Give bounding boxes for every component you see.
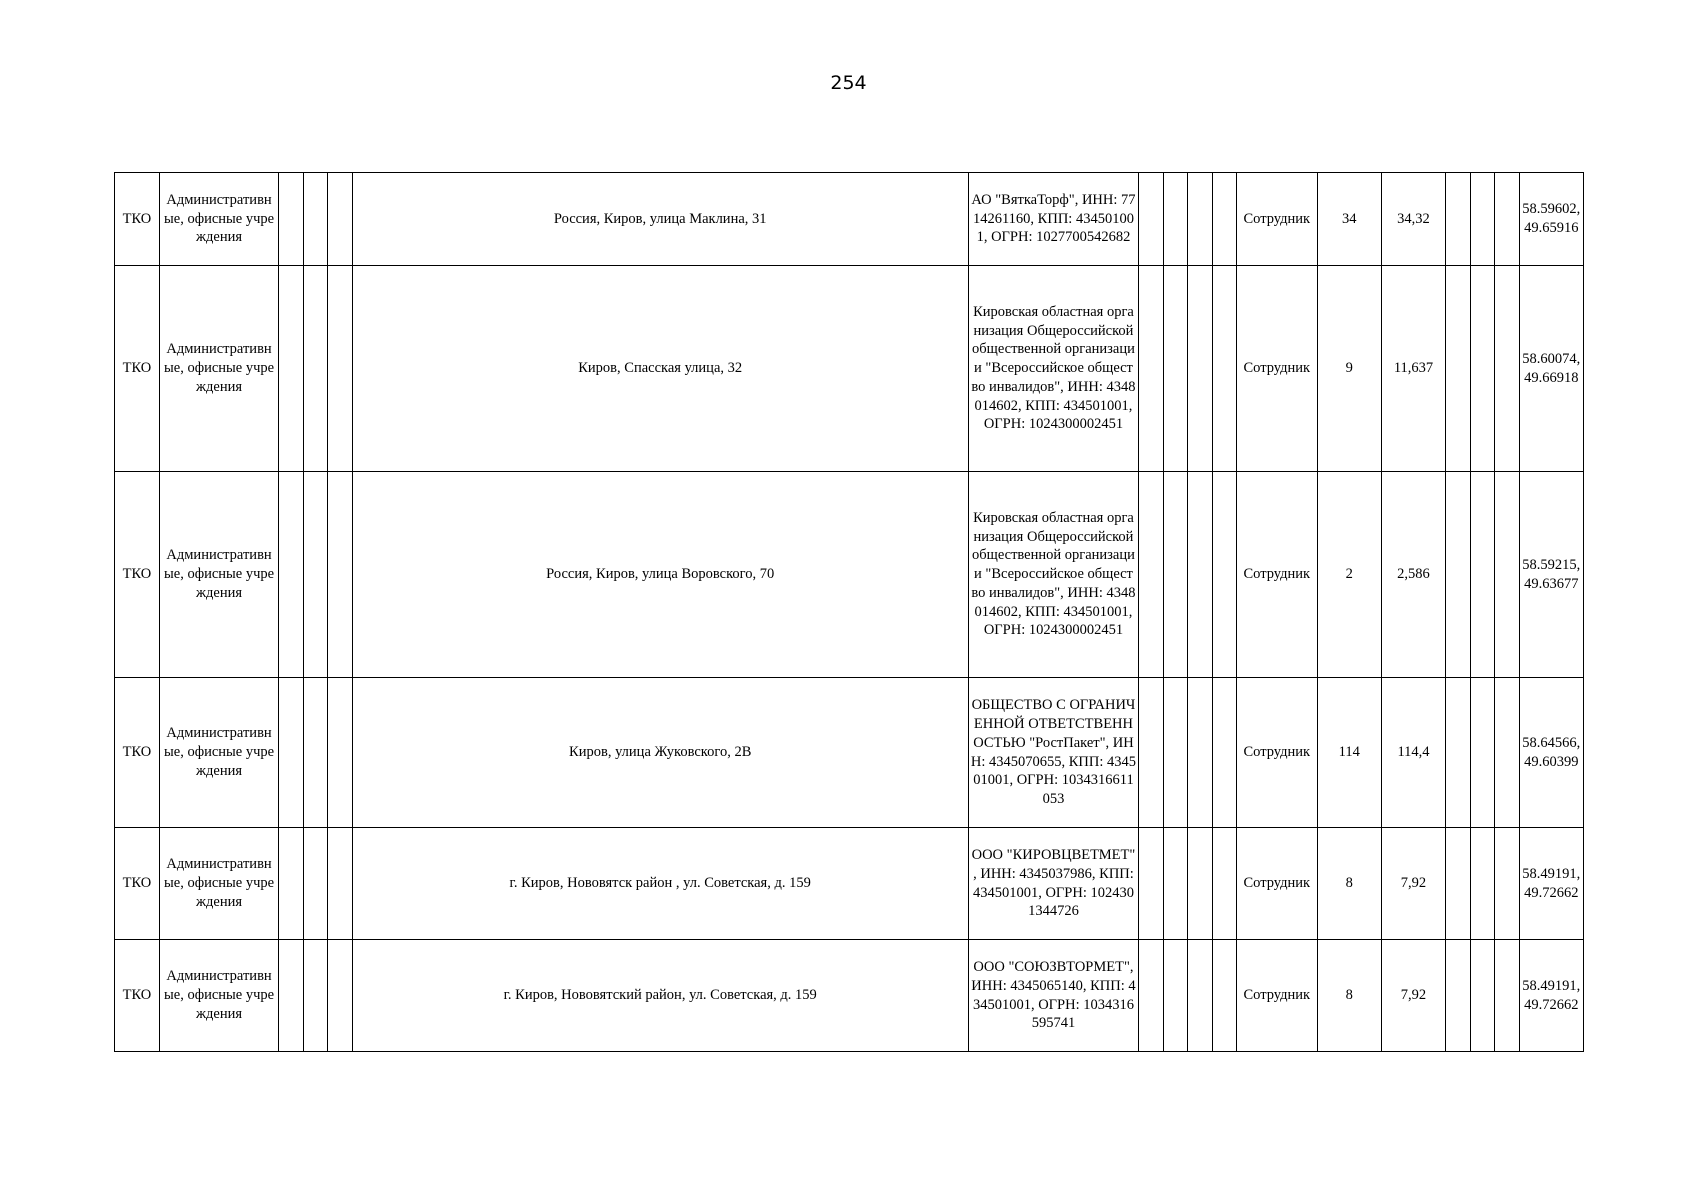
empty-cell bbox=[303, 678, 327, 828]
waste-type-cell: ТКО bbox=[115, 472, 160, 678]
empty-cell bbox=[1188, 266, 1212, 472]
empty-cell bbox=[1495, 678, 1519, 828]
empty-cell bbox=[1139, 828, 1163, 940]
volume-cell: 2,586 bbox=[1381, 472, 1445, 678]
empty-cell bbox=[1446, 266, 1470, 472]
organization-cell: ООО "СОЮЗВТОРМЕТ", ИНН: 4345065140, КПП: 434501001, ОГРН: 1034316595741 bbox=[968, 940, 1138, 1052]
empty-cell bbox=[303, 173, 327, 266]
waste-type-cell: ТКО bbox=[115, 266, 160, 472]
empty-cell bbox=[1212, 940, 1236, 1052]
organization-cell: ООО "КИРОВЦВЕТМЕТ" , ИНН: 4345037986, КПП: 434501001, ОГРН: 1024301344726 bbox=[968, 828, 1138, 940]
volume-cell: 7,92 bbox=[1381, 940, 1445, 1052]
count-cell: 2 bbox=[1317, 472, 1381, 678]
empty-cell bbox=[1139, 678, 1163, 828]
empty-cell bbox=[1495, 266, 1519, 472]
empty-cell bbox=[303, 472, 327, 678]
coordinates-cell: 58.64566, 49.60399 bbox=[1519, 678, 1583, 828]
empty-cell bbox=[1495, 472, 1519, 678]
empty-cell bbox=[1139, 472, 1163, 678]
category-cell: Административные, офисные учреждения bbox=[159, 940, 278, 1052]
coordinates-cell: 58.49191, 49.72662 bbox=[1519, 828, 1583, 940]
category-cell: Административные, офисные учреждения bbox=[159, 828, 278, 940]
empty-cell bbox=[303, 828, 327, 940]
empty-cell bbox=[1139, 173, 1163, 266]
table-row bbox=[115, 472, 1584, 678]
empty-cell bbox=[279, 266, 303, 472]
unit-cell: Сотрудник bbox=[1237, 266, 1318, 472]
empty-cell bbox=[1212, 266, 1236, 472]
empty-cell bbox=[303, 266, 327, 472]
empty-cell bbox=[1139, 940, 1163, 1052]
count-cell: 8 bbox=[1317, 828, 1381, 940]
category-cell: Административные, офисные учреждения bbox=[159, 472, 278, 678]
empty-cell bbox=[1188, 173, 1212, 266]
empty-cell bbox=[1188, 472, 1212, 678]
empty-cell bbox=[1470, 173, 1494, 266]
table-row bbox=[115, 940, 1584, 1052]
empty-cell bbox=[1470, 828, 1494, 940]
empty-cell bbox=[1446, 940, 1470, 1052]
empty-cell bbox=[328, 678, 352, 828]
page-number: 254 bbox=[830, 72, 867, 94]
table-row bbox=[115, 828, 1584, 940]
empty-cell bbox=[1495, 940, 1519, 1052]
registry-body bbox=[115, 173, 1584, 1052]
address-cell: г. Киров, Нововятский район, ул. Советская, д. 159 bbox=[352, 940, 968, 1052]
waste-type-cell: ТКО bbox=[115, 173, 160, 266]
volume-cell: 7,92 bbox=[1381, 828, 1445, 940]
unit-cell: Сотрудник bbox=[1237, 173, 1318, 266]
empty-cell bbox=[279, 678, 303, 828]
empty-cell bbox=[1446, 828, 1470, 940]
count-cell: 34 bbox=[1317, 173, 1381, 266]
empty-cell bbox=[328, 266, 352, 472]
table-row bbox=[115, 266, 1584, 472]
unit-cell: Сотрудник bbox=[1237, 678, 1318, 828]
volume-cell: 114,4 bbox=[1381, 678, 1445, 828]
empty-cell bbox=[328, 173, 352, 266]
address-cell: Россия, Киров, улица Маклина, 31 bbox=[352, 173, 968, 266]
count-cell: 9 bbox=[1317, 266, 1381, 472]
volume-cell: 11,637 bbox=[1381, 266, 1445, 472]
count-cell: 114 bbox=[1317, 678, 1381, 828]
empty-cell bbox=[1446, 472, 1470, 678]
count-cell: 8 bbox=[1317, 940, 1381, 1052]
empty-cell bbox=[1446, 173, 1470, 266]
empty-cell bbox=[328, 472, 352, 678]
empty-cell bbox=[1212, 472, 1236, 678]
empty-cell bbox=[1212, 678, 1236, 828]
empty-cell bbox=[279, 940, 303, 1052]
empty-cell bbox=[1163, 678, 1187, 828]
waste-type-cell: ТКО bbox=[115, 678, 160, 828]
address-cell: Россия, Киров, улица Воровского, 70 bbox=[352, 472, 968, 678]
waste-type-cell: ТКО bbox=[115, 940, 160, 1052]
empty-cell bbox=[1212, 173, 1236, 266]
category-cell: Административные, офисные учреждения bbox=[159, 678, 278, 828]
waste-type-cell: ТКО bbox=[115, 828, 160, 940]
organization-cell: Кировская областная организация Общероссийской общественной организации "Всероссийское общество инвалидов", ИНН: 4348014602, КПП: 434501001, ОГРН: 1024300002451 bbox=[968, 472, 1138, 678]
empty-cell bbox=[279, 828, 303, 940]
unit-cell: Сотрудник bbox=[1237, 940, 1318, 1052]
empty-cell bbox=[1470, 266, 1494, 472]
empty-cell bbox=[1163, 472, 1187, 678]
coordinates-cell: 58.59215, 49.63677 bbox=[1519, 472, 1583, 678]
empty-cell bbox=[1139, 266, 1163, 472]
empty-cell bbox=[1163, 828, 1187, 940]
empty-cell bbox=[1188, 828, 1212, 940]
empty-cell bbox=[1470, 472, 1494, 678]
empty-cell bbox=[1163, 173, 1187, 266]
unit-cell: Сотрудник bbox=[1237, 472, 1318, 678]
coordinates-cell: 58.60074, 49.66918 bbox=[1519, 266, 1583, 472]
address-cell: г. Киров, Нововятск район , ул. Советская, д. 159 bbox=[352, 828, 968, 940]
volume-cell: 34,32 bbox=[1381, 173, 1445, 266]
category-cell: Административные, офисные учреждения bbox=[159, 266, 278, 472]
empty-cell bbox=[1163, 266, 1187, 472]
empty-cell bbox=[1163, 940, 1187, 1052]
empty-cell bbox=[1212, 828, 1236, 940]
organization-cell: ОБЩЕСТВО С ОГРАНИЧЕННОЙ ОТВЕТСТВЕННОСТЬЮ "РостПакет", ИНН: 4345070655, КПП: 434501001, ОГРН: 1034316611053 bbox=[968, 678, 1138, 828]
organization-cell: АО "ВяткаТорф", ИНН: 7714261160, КПП: 434501001, ОГРН: 1027700542682 bbox=[968, 173, 1138, 266]
table-row bbox=[115, 678, 1584, 828]
coordinates-cell: 58.59602, 49.65916 bbox=[1519, 173, 1583, 266]
address-cell: Киров, Спасская улица, 32 bbox=[352, 266, 968, 472]
empty-cell bbox=[279, 173, 303, 266]
empty-cell bbox=[1446, 678, 1470, 828]
empty-cell bbox=[279, 472, 303, 678]
registry-table bbox=[114, 172, 1584, 1052]
address-cell: Киров, улица Жуковского, 2В bbox=[352, 678, 968, 828]
empty-cell bbox=[1495, 173, 1519, 266]
empty-cell bbox=[1188, 678, 1212, 828]
empty-cell bbox=[1188, 940, 1212, 1052]
coordinates-cell: 58.49191, 49.72662 bbox=[1519, 940, 1583, 1052]
category-cell: Административные, офисные учреждения bbox=[159, 173, 278, 266]
organization-cell: Кировская областная организация Общероссийской общественной организации "Всероссийское общество инвалидов", ИНН: 4348014602, КПП: 434501001, ОГРН: 1024300002451 bbox=[968, 266, 1138, 472]
empty-cell bbox=[303, 940, 327, 1052]
unit-cell: Сотрудник bbox=[1237, 828, 1318, 940]
empty-cell bbox=[328, 828, 352, 940]
table-row bbox=[115, 173, 1584, 266]
empty-cell bbox=[328, 940, 352, 1052]
empty-cell bbox=[1495, 828, 1519, 940]
empty-cell bbox=[1470, 940, 1494, 1052]
empty-cell bbox=[1470, 678, 1494, 828]
